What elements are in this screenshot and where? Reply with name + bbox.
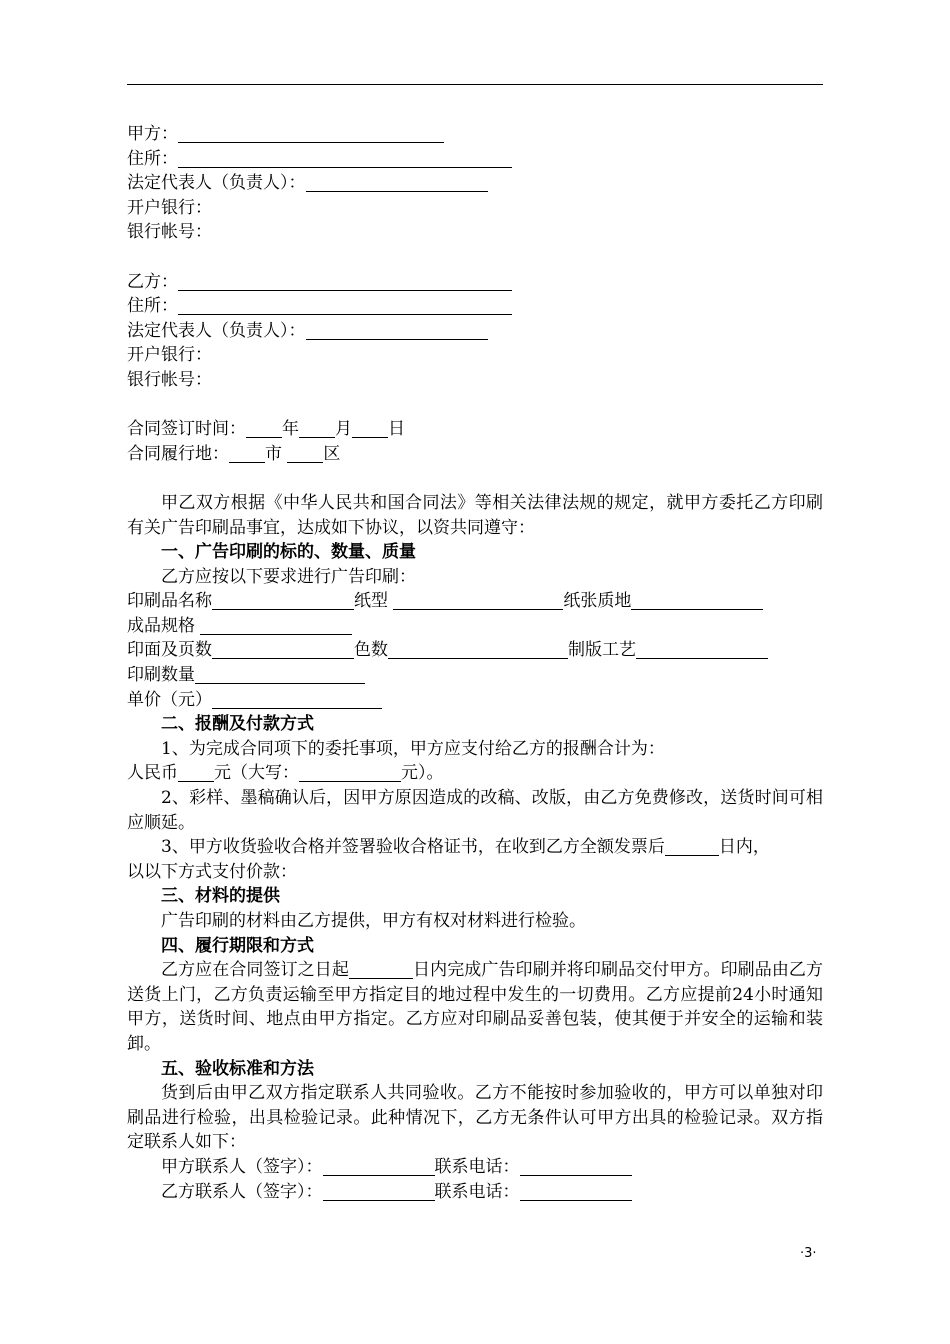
party-b-legal-rep-field[interactable]: [306, 321, 488, 340]
payment-amount-row: [127, 761, 823, 786]
month-label: 月: [335, 419, 352, 440]
section1-heading: 一、广告印刷的标的、数量、质量: [161, 542, 416, 563]
year-label: 年: [282, 419, 299, 440]
party-a-address-field[interactable]: [178, 149, 512, 168]
unit-price-field[interactable]: [212, 690, 382, 709]
section4-text-a: 乙方应在合同签订之日起: [161, 960, 349, 981]
party-b-bank-row: [127, 343, 823, 368]
header-rule: [127, 84, 823, 85]
place-label: 合同履行地：: [127, 443, 229, 464]
contact-a-phone-field[interactable]: [520, 1157, 632, 1176]
party-a-address-label: 住所：: [127, 148, 178, 169]
party-a-legal-rep-label: 法定代表人（负责人）：: [127, 173, 306, 194]
plate-process-label: 制版工艺: [568, 640, 636, 661]
party-a-bank-row: [127, 196, 823, 221]
section4-heading: 四、履行期限和方式: [161, 935, 314, 956]
sign-month-field[interactable]: [299, 419, 335, 438]
yuan-upper-label: 元（大写：: [214, 763, 299, 784]
section2-item3: [127, 835, 823, 860]
party-b-legal-rep-label: 法定代表人（负责人）：: [127, 320, 306, 341]
contact-b-phone-field[interactable]: [520, 1182, 632, 1201]
rmb-amount-field[interactable]: [178, 763, 214, 782]
paper-quality-field[interactable]: [631, 591, 763, 610]
party-a-name-field[interactable]: [178, 124, 444, 143]
city-label: 市: [265, 443, 282, 464]
party-b-account-row: [127, 368, 823, 393]
yuan-close-label: 元）。: [401, 763, 444, 784]
unit-price-label: 单价（元）: [127, 689, 212, 710]
sign-date-label: 合同签订时间：: [127, 419, 246, 440]
print-spec-row-4: [127, 663, 823, 688]
district-label: 区: [323, 443, 341, 464]
rmb-upper-field[interactable]: [299, 763, 401, 782]
sign-date-row: [127, 417, 823, 442]
contact-b-phone-label: 联系电话：: [434, 1181, 520, 1202]
contact-a-phone-label: 联系电话：: [434, 1156, 520, 1177]
section2-item2: 2、彩样、墨稿确认后，因甲方原因造成的改稿、改版，由乙方免费修改，送货时间可相应顺延。: [127, 788, 823, 833]
sign-year-field[interactable]: [246, 419, 282, 438]
place-row: [127, 442, 823, 467]
page-number: ·3·: [800, 1246, 817, 1261]
payment-days-field[interactable]: [665, 837, 719, 856]
print-spec-row-3: [127, 638, 823, 663]
section2-item1: 1、为完成合同项下的委托事项，甲方应支付给乙方的报酬合计为：: [161, 738, 665, 759]
party-b-bank-label: 开户银行：: [127, 345, 212, 366]
quantity-field[interactable]: [195, 665, 365, 684]
section2-heading: 二、报酬及付款方式: [161, 714, 314, 735]
item3-text-a: 3、甲方收货验收合格并签署验收合格证书，在收到乙方全额发票后: [161, 837, 665, 858]
contact-b-signature-field[interactable]: [323, 1182, 435, 1201]
section5-body: 货到后由甲乙双方指定联系人共同验收。乙方不能按时参加验收的，甲方可以单独对印刷品进行检验，出具检验记录。此种情况下，乙方无条件认可甲方出具的检验记录。双方指定联系人如下：: [127, 1083, 823, 1153]
section4-body: [127, 958, 823, 1056]
party-a-address-row: [127, 147, 823, 172]
size-label: 成品规格: [127, 615, 195, 636]
item3-text-c: 以以下方式支付价款：: [127, 861, 297, 882]
party-b-account-label: 银行帐号：: [127, 369, 212, 390]
party-a-account-row: [127, 220, 823, 245]
contact-a-signature-field[interactable]: [323, 1157, 435, 1176]
party-a-legal-rep-field[interactable]: [306, 173, 488, 192]
paper-type-label: 纸型: [354, 591, 388, 612]
party-b-legal-rep-row: [127, 319, 823, 344]
section3-body: 广告印刷的材料由乙方提供，甲方有权对材料进行检验。: [161, 911, 586, 931]
party-a-legal-rep-row: [127, 171, 823, 196]
colors-label: 色数: [354, 640, 388, 661]
rmb-label: 人民币: [127, 763, 178, 784]
quantity-label: 印刷数量: [127, 665, 195, 686]
sign-day-field[interactable]: [352, 419, 388, 438]
party-a-name-row: [127, 122, 823, 147]
contact-b-label: 乙方联系人（签字）：: [161, 1181, 323, 1202]
city-field[interactable]: [229, 444, 265, 463]
delivery-days-field[interactable]: [349, 960, 413, 979]
party-b-address-label: 住所：: [127, 296, 178, 317]
section5-heading: 五、验收标准和方法: [161, 1058, 314, 1079]
size-field[interactable]: [200, 616, 352, 635]
party-b-name-field[interactable]: [178, 272, 512, 291]
party-b-address-field[interactable]: [178, 296, 512, 315]
section1-intro: 乙方应按以下要求进行广告印刷：: [161, 566, 416, 587]
party-b-name-row: [127, 270, 823, 295]
print-name-label: 印刷品名称: [127, 591, 212, 612]
intro-paragraph: 甲乙双方根据《中华人民共和国合同法》等相关法律法规的规定，就甲方委托乙方印刷有关广告印刷品事宜，达成如下协议，以资共同遵守：: [127, 492, 823, 538]
print-spec-row-5: [127, 688, 823, 713]
section3-heading: 三、材料的提供: [161, 886, 280, 907]
print-spec-row-1: [127, 589, 823, 614]
contract-body: [127, 122, 823, 1204]
paper-type-field[interactable]: [393, 591, 563, 610]
day-label: 日: [388, 419, 405, 440]
section4-text-b: 日内完成广告印刷并将印刷品交付甲方。印刷品由乙方送货上门，乙方负责运输至甲方指定目的地过程中发生的一切费用。乙方应提前24小时通知甲方，送货时间、地点由甲方指定。乙方应对印刷品妥善包装，使其便于并安全的运输和装卸。: [127, 960, 824, 1054]
contact-a-label: 甲方联系人（签字）：: [161, 1156, 323, 1177]
district-field[interactable]: [287, 444, 323, 463]
party-a-account-label: 银行帐号：: [127, 222, 212, 243]
print-spec-row-2: [127, 614, 823, 639]
party-a-bank-label: 开户银行：: [127, 197, 212, 218]
party-a-name-label: 甲方：: [127, 124, 178, 144]
item3-text-b: 日内，: [718, 837, 770, 858]
colors-field[interactable]: [388, 640, 568, 659]
sides-pages-label: 印面及页数: [127, 640, 212, 661]
contact-a-row: [127, 1155, 823, 1180]
plate-process-field[interactable]: [636, 640, 768, 659]
contact-b-row: [127, 1180, 823, 1205]
paper-quality-label: 纸张质地: [563, 591, 632, 612]
print-name-field[interactable]: [212, 591, 354, 610]
party-b-name-label: 乙方：: [127, 271, 178, 292]
sides-pages-field[interactable]: [212, 640, 354, 659]
party-b-address-row: [127, 294, 823, 319]
